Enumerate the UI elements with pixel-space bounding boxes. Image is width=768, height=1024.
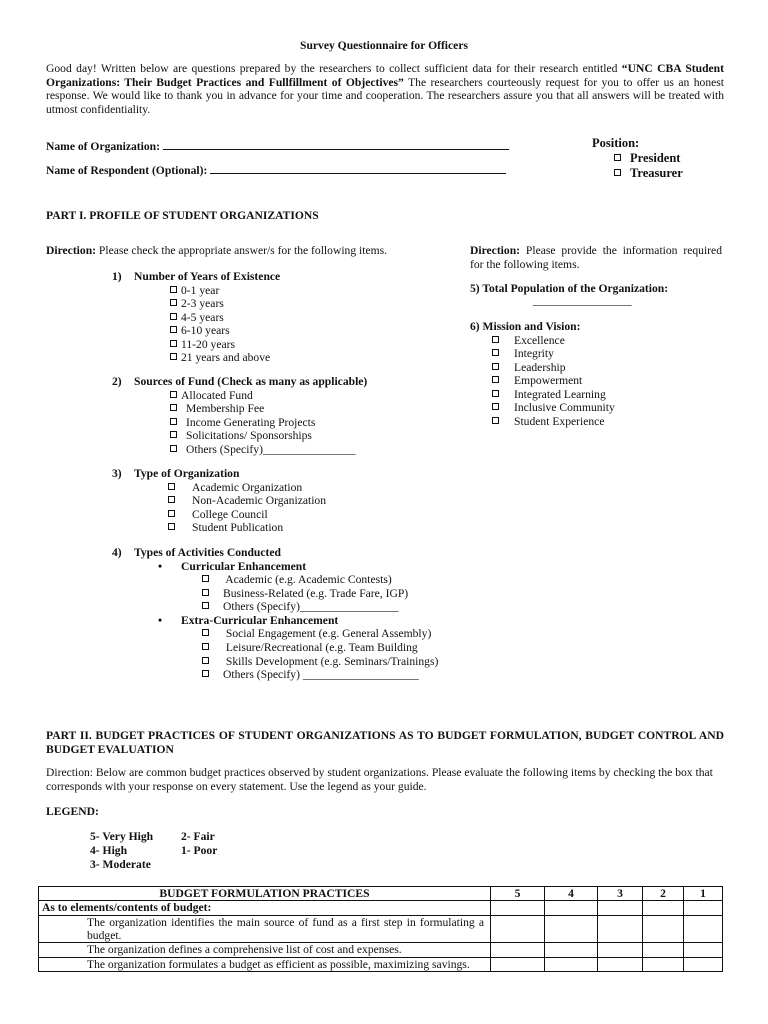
- legend-left: [90, 830, 153, 872]
- bullet-icon: •: [158, 559, 163, 573]
- table-row: [39, 915, 723, 943]
- table-subheader: As to elements/contents of budget:: [39, 901, 491, 915]
- statement: The organization defines a comprehensive list of cost and expenses.: [39, 943, 491, 957]
- checkbox-icon[interactable]: [168, 510, 175, 517]
- respondent-name-field[interactable]: [46, 162, 506, 178]
- part1-direction-left: Direction: Please check the appropriate answer/s for the following items.: [46, 244, 388, 257]
- rating-cell[interactable]: [643, 957, 684, 971]
- intro-text-after: The researchers courteously request for you to offer us an honest response. We would like to thank you in advance for your time and cooperation. The researchers assure you that all answers will be treated with utmost confidentiality.: [46, 75, 724, 116]
- q1-option[interactable]: 4-5 years: [170, 311, 280, 325]
- question-4: [112, 546, 438, 682]
- extra-curricular-enhancement-label: • Extra-Curricular Enhancement: [158, 613, 339, 627]
- scale-header: 4: [545, 887, 598, 901]
- rating-cell[interactable]: [598, 957, 643, 971]
- respondent-name-blank[interactable]: [210, 162, 506, 174]
- position-option-president[interactable]: President: [614, 151, 683, 166]
- checkbox-icon[interactable]: [170, 326, 177, 333]
- q4-extra-option[interactable]: Leisure/Recreational (e.g. Team Building: [202, 641, 438, 655]
- checkbox-icon[interactable]: [202, 575, 209, 582]
- scale-header: 5: [491, 887, 545, 901]
- checkbox-icon[interactable]: [170, 418, 177, 425]
- question-4-label: 4) Types of Activities Conducted: [112, 546, 281, 559]
- question-6-label: 6) Mission and Vision:: [470, 320, 581, 333]
- question-1: [112, 270, 280, 365]
- question-2-label: 2) Sources of Fund (Check as many as applicable): [112, 375, 368, 388]
- q3-option[interactable]: Academic Organization: [168, 481, 326, 495]
- q1-option[interactable]: 21 years and above: [170, 351, 280, 365]
- checkbox-icon[interactable]: [492, 336, 499, 343]
- rating-cell[interactable]: [598, 943, 643, 957]
- question-5-label: 5) Total Population of the Organization:: [470, 282, 669, 295]
- checkbox-icon[interactable]: [614, 169, 621, 176]
- rating-cell[interactable]: [598, 915, 643, 943]
- table-row: [39, 943, 723, 957]
- checkbox-icon[interactable]: [170, 299, 177, 306]
- bullet-icon: •: [158, 613, 163, 627]
- checkbox-icon[interactable]: [492, 363, 499, 370]
- checkbox-icon[interactable]: [202, 629, 209, 636]
- legend-item: 2- Fair: [181, 830, 215, 843]
- checkbox-icon[interactable]: [168, 483, 175, 490]
- legend-right: [181, 830, 217, 858]
- q4-extra-option[interactable]: Others (Specify) ____________________: [202, 668, 438, 682]
- question-3-label: 3) Type of Organization: [112, 467, 240, 480]
- question-6: [470, 320, 615, 429]
- q3-option[interactable]: Student Publication: [168, 521, 326, 535]
- table-header-row: [39, 887, 723, 901]
- legend-label: LEGEND:: [46, 805, 99, 818]
- q1-option[interactable]: 2-3 years: [170, 297, 280, 311]
- checkbox-icon[interactable]: [170, 340, 177, 347]
- part2-heading: PART II. BUDGET PRACTICES OF STUDENT ORGANIZATIONS AS TO BUDGET FORMULATION, BUDGET CONTROL AND BUDGET EVALUATION: [46, 729, 724, 756]
- rating-cell[interactable]: [491, 943, 545, 957]
- checkbox-icon[interactable]: [202, 643, 209, 650]
- position-options: [614, 151, 683, 182]
- checkbox-icon[interactable]: [202, 589, 209, 596]
- position-label: Position:: [592, 136, 640, 150]
- q6-option[interactable]: Leadership: [492, 361, 615, 375]
- checkbox-icon[interactable]: [170, 404, 177, 411]
- table-header: BUDGET FORMULATION PRACTICES: [39, 887, 491, 901]
- q6-option[interactable]: Integrity: [492, 347, 615, 361]
- rating-cell[interactable]: [491, 915, 545, 943]
- intro-paragraph: [46, 62, 724, 116]
- organization-name-field[interactable]: [46, 138, 509, 154]
- rating-cell[interactable]: [684, 957, 723, 971]
- q6-option[interactable]: Integrated Learning: [492, 388, 615, 402]
- scale-header: 1: [684, 887, 723, 901]
- checkbox-icon[interactable]: [170, 313, 177, 320]
- research-title: “UNC CBA Student Organizations: Their Budget Practices and Fullfillment of Objectives”: [46, 62, 724, 89]
- checkbox-icon[interactable]: [170, 431, 177, 438]
- checkbox-icon[interactable]: [170, 391, 177, 398]
- rating-cell[interactable]: [643, 943, 684, 957]
- q2-option[interactable]: Allocated Fund: [170, 389, 367, 403]
- q4-curricular-option[interactable]: Business-Related (e.g. Trade Fare, IGP): [202, 587, 438, 601]
- q1-option[interactable]: 11-20 years: [170, 338, 280, 352]
- checkbox-icon[interactable]: [492, 390, 499, 397]
- q6-option[interactable]: Student Experience: [492, 415, 615, 429]
- respondent-name-label: Name of Respondent (Optional):: [46, 164, 208, 177]
- budget-formulation-table: [38, 886, 723, 972]
- checkbox-icon[interactable]: [170, 286, 177, 293]
- checkbox-icon[interactable]: [492, 403, 499, 410]
- q6-option[interactable]: Inclusive Community: [492, 401, 615, 415]
- q3-option[interactable]: College Council: [168, 508, 326, 522]
- rating-cell[interactable]: [684, 915, 723, 943]
- scale-header: 2: [643, 887, 684, 901]
- checkbox-icon[interactable]: [170, 353, 177, 360]
- statement: The organization identifies the main source of fund as a first step in formulating a budget.: [39, 915, 491, 943]
- table-row: [39, 957, 723, 971]
- checkbox-icon[interactable]: [168, 523, 175, 530]
- checkbox-icon[interactable]: [492, 417, 499, 424]
- q1-option[interactable]: 0-1 year: [170, 284, 280, 298]
- organization-name-blank[interactable]: [163, 138, 509, 150]
- legend-item: 3- Moderate: [90, 858, 151, 872]
- q6-option[interactable]: Excellence: [492, 334, 615, 348]
- rating-cell[interactable]: [684, 943, 723, 957]
- intro-text-before: Good day! Written below are questions prepared by the researchers to collect sufficient data for their research entitled: [46, 62, 622, 75]
- rating-cell[interactable]: [545, 957, 598, 971]
- q1-option[interactable]: 6-10 years: [170, 324, 280, 338]
- q4-curricular-option[interactable]: Others (Specify)_________________: [202, 600, 438, 614]
- question-2: [112, 375, 367, 456]
- q4-extra-option[interactable]: Social Engagement (e.g. General Assembly): [202, 627, 438, 641]
- checkbox-icon[interactable]: [202, 602, 209, 609]
- checkbox-icon[interactable]: [614, 154, 621, 161]
- legend-item: 1- Poor: [181, 844, 218, 858]
- q2-option[interactable]: Income Generating Projects: [170, 416, 367, 430]
- checkbox-icon[interactable]: [492, 376, 499, 383]
- q2-option[interactable]: Others (Specify)________________: [170, 443, 367, 457]
- rating-cell[interactable]: [491, 957, 545, 971]
- q4-curricular-option[interactable]: Academic (e.g. Academic Contests): [202, 573, 438, 587]
- rating-cell[interactable]: [545, 943, 598, 957]
- organization-name-label: Name of Organization:: [46, 140, 160, 153]
- part1-direction-right: Direction: Please provide the information required for the following items.: [470, 244, 722, 271]
- question-1-label: 1) Number of Years of Existence: [112, 270, 281, 283]
- curricular-enhancement-label: • Curricular Enhancement: [158, 559, 307, 573]
- statement: The organization formulates a budget as efficient as possible, maximizing savings.: [39, 957, 491, 971]
- checkbox-icon[interactable]: [492, 349, 499, 356]
- survey-title: Survey Questionnaire for Officers: [300, 39, 468, 52]
- checkbox-icon[interactable]: [202, 657, 209, 664]
- rating-cell[interactable]: [643, 915, 684, 943]
- q6-option[interactable]: Empowerment: [492, 374, 615, 388]
- question-3: [112, 467, 326, 535]
- part1-heading: PART I. PROFILE OF STUDENT ORGANIZATIONS: [46, 209, 319, 222]
- question-5-blank[interactable]: _________________: [533, 294, 632, 307]
- scale-header: 3: [598, 887, 643, 901]
- position-option-treasurer[interactable]: Treasurer: [614, 166, 683, 181]
- q2-option[interactable]: Membership Fee: [170, 402, 367, 416]
- checkbox-icon[interactable]: [202, 670, 209, 677]
- q3-option[interactable]: Non-Academic Organization: [168, 494, 326, 508]
- legend-item: 5- Very High: [90, 830, 154, 843]
- legend-item: 4- High: [90, 844, 128, 858]
- q2-option[interactable]: Solicitations/ Sponsorships: [170, 429, 367, 443]
- part2-direction: Direction: Below are common budget practices observed by student organizations. Please evaluate the following items by checking the box that corresponds with your response on every statement. Use the legend as your guide.: [46, 766, 713, 793]
- table-subheader-row: [39, 901, 723, 915]
- checkbox-icon[interactable]: [170, 445, 177, 452]
- checkbox-icon[interactable]: [168, 496, 175, 503]
- rating-cell[interactable]: [545, 915, 598, 943]
- q4-extra-option[interactable]: Skills Development (e.g. Seminars/Trainings): [202, 655, 438, 669]
